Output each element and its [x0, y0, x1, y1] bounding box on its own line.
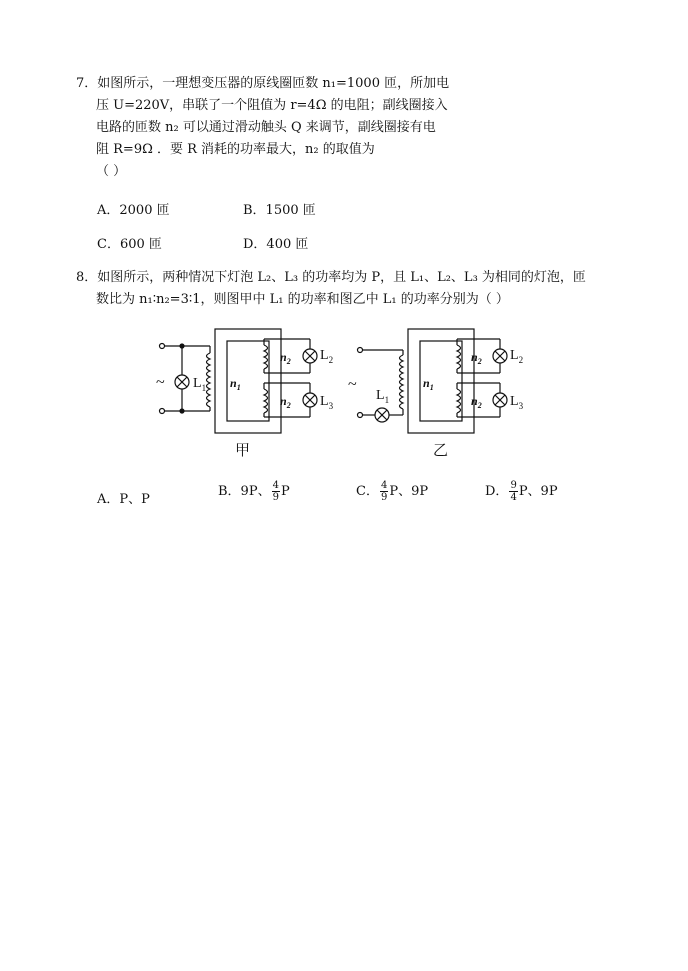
- yi-lamp-l2: [493, 349, 507, 363]
- yi-primary-coil: [400, 355, 404, 409]
- q8-line-1: 8．如图所示，两种情况下灯泡 L₂、L₃ 的功率均为 P，且 L₁、L₂、L₃ 为相同的灯泡，匝: [76, 270, 586, 285]
- yi-lamp-l1: [375, 408, 389, 422]
- q8-line-2: 数比为 n₁∶n₂=3∶1，则图甲中 L₁ 的功率和图乙中 L₁ 的功率分别为（ ）: [96, 292, 509, 307]
- jia-primary-coil: [207, 353, 211, 407]
- q7-line-2: 压 U=220V，串联了一个阻值为 r=4Ω 的电阻；副线圈接入: [96, 98, 448, 113]
- jia-lamp-l1: [175, 375, 189, 389]
- q8-option-d[interactable]: [485, 480, 558, 503]
- jia-label-n1: $n_1$: [230, 376, 241, 392]
- jia-secondary-coil-bottom: [264, 389, 268, 413]
- q7-line-5: （ ）: [96, 164, 127, 179]
- yi-secondary-coil-bottom: [457, 389, 461, 413]
- jia-secondary-coil-top: [264, 345, 268, 369]
- q7-option-c[interactable]: C．600 匝: [97, 237, 162, 252]
- q7-line-4: 阻 R=9Ω ．要 R 消耗的功率最大，n₂ 的取值为: [96, 142, 375, 157]
- q8-option-c[interactable]: [356, 480, 428, 503]
- q8-option-b[interactable]: [218, 480, 290, 503]
- jia-label-n2-bottom: $n_2$: [280, 394, 291, 410]
- jia-label-l3: $L_3$: [320, 394, 334, 411]
- yi-caption: 乙: [433, 443, 449, 459]
- q7-option-a[interactable]: A．2000 匝: [97, 203, 170, 218]
- jia-label-l1: $L_1$: [193, 376, 207, 393]
- q7-line-3: 电路的匝数 n₂ 可以通过滑动触头 Q 来调节，副线圈接有电: [96, 120, 436, 135]
- yi-label-l3: $L_3$: [510, 394, 524, 411]
- yi-label-l2: $L_2$: [510, 348, 524, 365]
- yi-label-l1: $L_1$: [376, 388, 390, 405]
- jia-terminal-top: [160, 344, 165, 349]
- q8-option-c-prefix: C．: [356, 484, 379, 499]
- jia-lamp-l2: [303, 349, 317, 363]
- jia-ac-symbol: ~: [156, 374, 165, 391]
- yi-lamp-l3: [493, 393, 507, 407]
- q8-option-c-fraction: $\frac{4}{9}$: [380, 480, 388, 503]
- question-7: [76, 73, 449, 183]
- yi-label-n2-bottom: $n_2$: [471, 394, 482, 410]
- yi-secondary-coil-top: [457, 345, 461, 369]
- figure-yi: [358, 329, 508, 433]
- q8-option-d-fraction: $\frac{9}{4}$: [510, 480, 517, 503]
- jia-label-n2-top: $n_2$: [280, 350, 291, 366]
- yi-label-n1: $n_1$: [423, 376, 434, 392]
- q8-option-a[interactable]: A．P、P: [97, 492, 150, 507]
- q7-line-1: 7．如图所示，一理想变压器的原线圈匝数 n₁=1000 匝，所加电: [76, 76, 450, 91]
- jia-label-l2: $L_2$: [320, 348, 334, 365]
- q8-option-b-suffix: P: [280, 484, 290, 499]
- q8-option-d-suffix: P、9P: [518, 484, 558, 499]
- q8-option-b-fraction: $\frac{4}{9}$: [272, 480, 279, 503]
- q8-option-d-prefix: D．: [485, 484, 509, 499]
- transformer-figure: [150, 325, 688, 465]
- yi-terminal-bottom: [358, 413, 363, 418]
- jia-caption: 甲: [235, 443, 251, 459]
- q7-option-b[interactable]: B．1500 匝: [243, 203, 316, 218]
- yi-terminal-top: [358, 348, 363, 353]
- q7-option-d[interactable]: D．400 匝: [243, 237, 309, 252]
- figure-jia: [160, 329, 318, 433]
- q8-option-c-suffix: P、9P: [389, 484, 429, 499]
- yi-ac-symbol: ~: [348, 376, 357, 393]
- jia-lamp-l3: [303, 393, 317, 407]
- q8-option-b-prefix: B．9P、: [218, 484, 271, 499]
- yi-label-n2-top: $n_2$: [471, 350, 482, 366]
- question-8: [76, 267, 586, 311]
- jia-terminal-bottom: [160, 409, 165, 414]
